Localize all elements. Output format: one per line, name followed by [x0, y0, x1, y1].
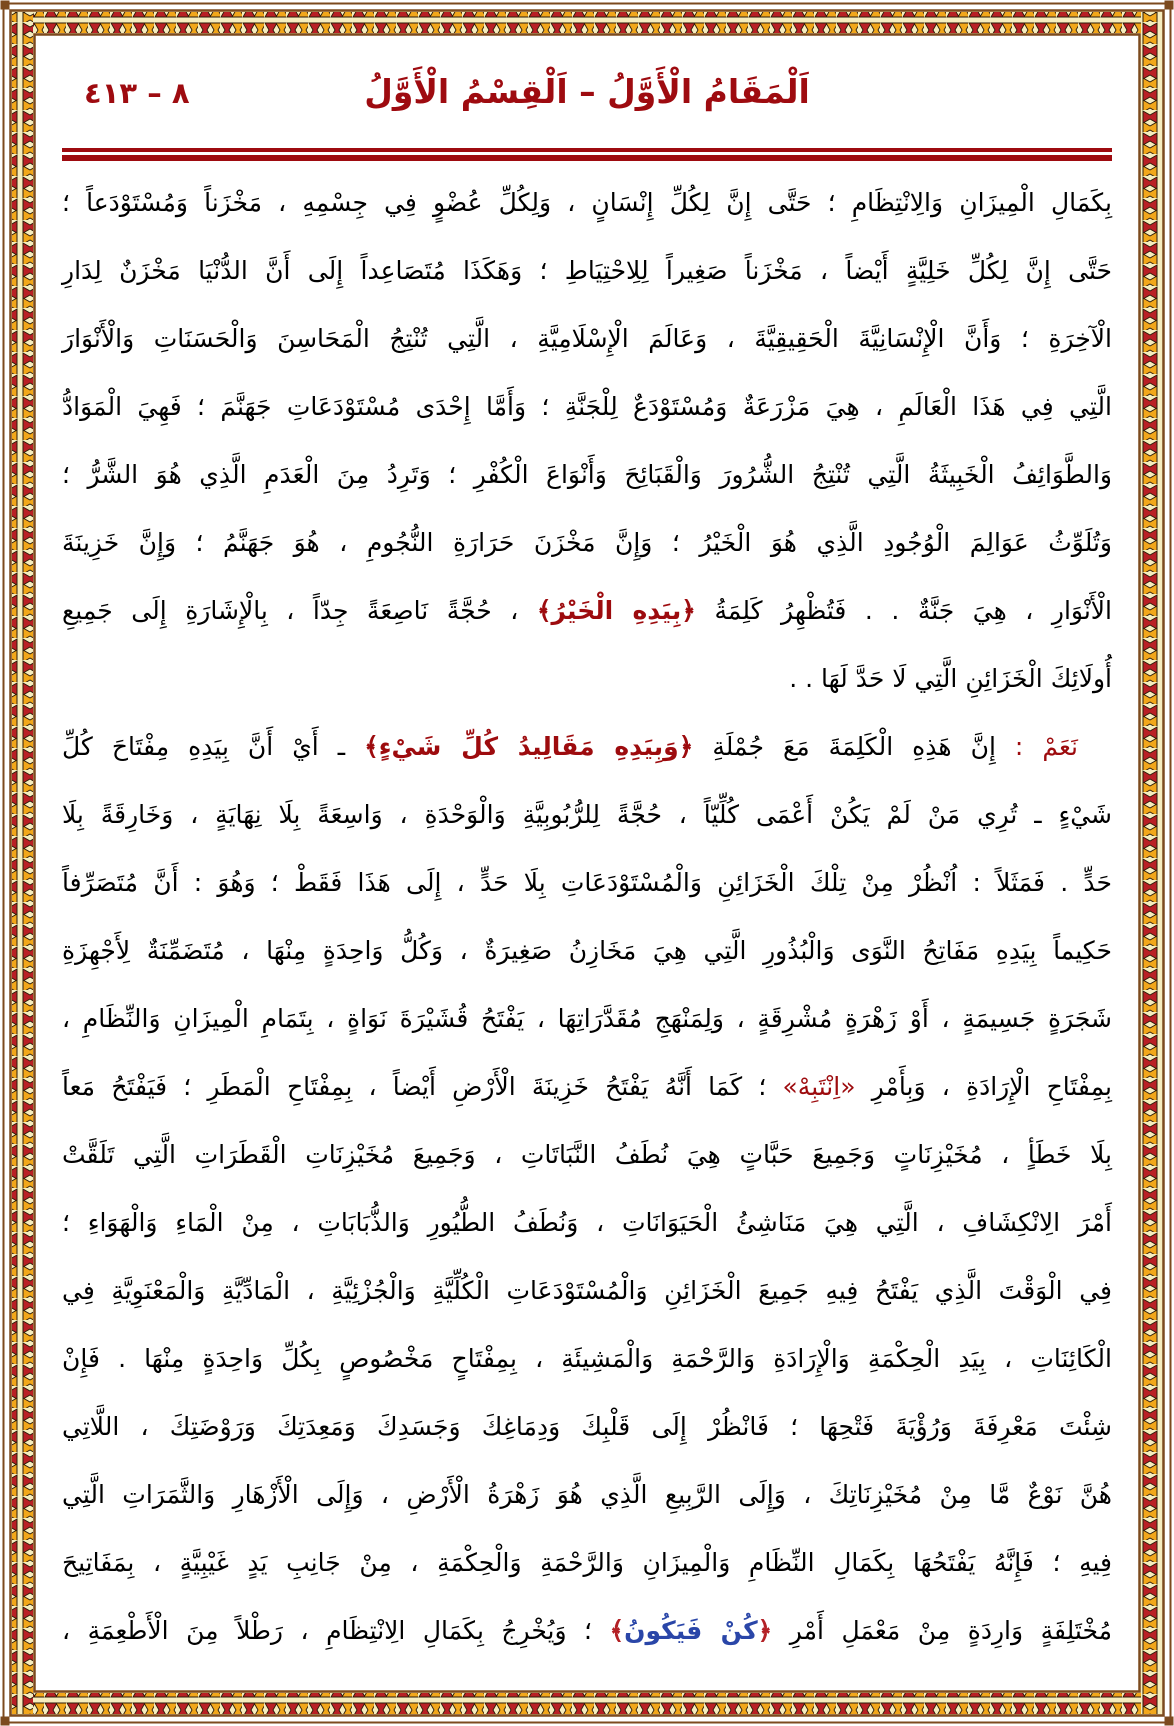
text-segment: هُنَّ نَوْعٌ مَّا مِنْ مُخَيْزِنَاتِكَ ، وَإِلَى الرَّبِيعِ الَّذِي هُوَ زَهْرَةُ الْأَرْضِ ، وَإِلَى الْأَزْهَارِ وَالثَّمَرَاتِ الَّتِي [62, 1480, 1112, 1509]
text-line-8 [62, 645, 1112, 713]
text-segment: وَالطَّوَائِفُ الْخَبِيثَةُ الَّتِي تُنْتِجُ الشُّرُورَ وَالْقَبَائِحَ وَأَنْوَاعَ الْكُفْرِ ؛ وَتَرِدُ مِنَ الْعَدَمِ الَّذِي هُوَ الشَّرُّ ؛ [62, 460, 1112, 489]
text-segment: إِنَّ هَذِهِ الْكَلِمَةَ مَعَ جُمْلَةِ [693, 732, 996, 761]
text-segment: بِمِفْتَاحِ الْإِرَادَةِ ، وَبِأَمْرِ [855, 1072, 1112, 1101]
text-line-2 [62, 237, 1112, 305]
text-segment: ـ أَيْ أَنَّ بِيَدِهِ مِفْتَاحَ كُلِّ [62, 732, 365, 761]
text-line-12 [62, 917, 1112, 985]
text-segment: الْأَنْوَارِ ، هِيَ جَنَّةٌ . . فَتُظْهِرُ كَلِمَةُ [695, 596, 1112, 625]
text-segment: أُولَائِكَ الْخَزَائِنِ الَّتِي لَا حَدَّ لَهَا . . [789, 664, 1112, 693]
text-segment: ؛ وَيُخْرِجُ بِكَمَالِ الِانْتِظَامِ ، رَطْلاً مِنَ الْأَطْعِمَةِ ، [62, 1616, 610, 1645]
text-line-1 [62, 169, 1112, 237]
quran-quote: ﴿بِيَدِهِ الْخَيْرُ﴾ [536, 596, 696, 625]
quran-quote: ﴿وَبِيَدِهِ مَقَالِيدُ كُلِّ شَيْءٍ﴾ [364, 732, 694, 761]
quran-quote: كُنْ فَيَكُونُ [624, 1616, 758, 1645]
text-segment: بِلَا خَطَأٍ ، مُخَيْزِنَاتٍ وَجَمِيعَ حَبَّاتٍ هِيَ نُطَفُ النَّبَاتَاتِ ، وَجَمِيعَ مُخَيْزِنَاتِ الْقَطَرَاتِ الَّتِي تَلَقَّتْ [62, 1140, 1112, 1169]
page-number: ٨ – ٤١٣ [84, 76, 190, 110]
text-segment: فِيهِ ؛ فَإِنَّهُ يَفْتَحُهَا بِكَمَالِ النِّظَامِ وَالْمِيزَانِ وَالرَّحْمَةِ وَالْحِكْمَةِ ، مِنْ جَانِبِ يَدٍ غَيْبِيَّةٍ ، بِمَفَاتِيحَ [62, 1548, 1112, 1577]
text-line-17 [62, 1257, 1112, 1325]
header-divider-rule [62, 148, 1112, 161]
page-header [62, 60, 1112, 148]
text-line-15 [62, 1121, 1112, 1189]
text-segment: ، حُجَّةً نَاصِعَةً جِدّاً ، بِالْإِشَارَةِ إِلَى جَمِيعِ [62, 596, 537, 625]
text-line-6 [62, 509, 1112, 577]
text-segment: بِكَمَالِ الْمِيزَانِ وَالِانْتِظَامِ ؛ حَتَّى إِنَّ لِكُلِّ إِنْسَانٍ ، وَلِكُلِّ عُضْوٍ فِي جِسْمِهِ ، مَخْزَناً وَمُسْتَوْدَعاً ؛ [62, 188, 1112, 217]
text-segment: الْكَائِنَاتِ ، بِيَدِ الْحِكْمَةِ وَالْإِرَادَةِ وَالرَّحْمَةِ وَالْمَشِيئَةِ ، بِمِفْتَاحٍ مَخْصُوصٍ بِكُلِّ وَاحِدَةٍ مِنْهَا . فَإِنْ [62, 1344, 1112, 1373]
text-segment: الَّتِي فِي هَذَا الْعَالَمِ ، هِيَ مَزْرَعَةٌ وَمُسْتَوْدَعٌ لِلْجَنَّةِ ؛ وَأَمَّا إِحْدَى مُسْتَوْدَعَاتِ جَهَنَّمَ ؛ فَهِيَ الْمَوَادُّ [62, 392, 1112, 421]
quran-bracket: ﴿ [757, 1616, 773, 1645]
text-segment: ؛ كَمَا أَنَّهُ يَفْتَحُ خَزِينَةَ الْأَرْضِ أَيْضاً ، بِمِفْتَاحِ الْمَطَرِ ؛ فَيَفْتَحُ مَعاً [62, 1072, 783, 1101]
text-segment: حَكِيماً بِيَدِهِ مَفَاتِحُ النَّوَى وَالْبُذُورِ الَّتِي هِيَ مَخَازِنُ صَغِيرَةٌ ، وَكُلُّ وَاحِدَةٍ مِنْهَا ، مُتَضَمِّنَةٌ لِأَجْهِزَةِ [62, 936, 1112, 965]
text-line-14 [62, 1053, 1112, 1121]
red-emphasis: نَعَمْ : [995, 732, 1078, 761]
text-line-4 [62, 373, 1112, 441]
text-segment: حَدٍّ . فَمَثَلاً : اُنْظُرْ مِنْ تِلْكَ الْخَزَائِنِ وَالْمُسْتَوْدَعَاتِ بِلَا حَدٍّ ، إِلَى هَذَا فَقَطْ ؛ وَهُوَ : أَنَّ مُتَصَرِّفاً [62, 868, 1112, 897]
text-segment: أَمْرَ الِانْكِشَافِ ، الَّتِي هِيَ مَنَاشِئُ الْحَيَوَانَاتِ ، وَنُطَفُ الطُّيُورِ وَالذُّبَابَاتِ ، مِنْ الْمَاءِ وَالْهَوَاءِ ؛ [62, 1208, 1112, 1237]
quran-bracket: ﴾ [609, 1616, 625, 1645]
text-segment: حَتَّى إِنَّ لِكُلِّ خَلِيَّةٍ أَيْضاً ، مَخْزَناً صَغِيراً لِلِاحْتِيَاطِ ؛ وَهَكَذَا مُتَصَاعِداً إِلَى أَنَّ الدُّنْيَا مَخْزَنٌ لِدَارِ [62, 256, 1112, 285]
red-emphasis: «اِنْتَبِهْ» [782, 1072, 856, 1101]
text-line-21 [62, 1529, 1112, 1597]
text-line-3 [62, 305, 1112, 373]
text-line-10 [62, 781, 1112, 849]
text-line-13 [62, 985, 1112, 1053]
page-title: اَلْمَقَامُ الْأَوَّلُ – اَلْقِسْمُ الْأَوَّلُ [364, 72, 810, 111]
text-line-5 [62, 441, 1112, 509]
text-segment: الْآخِرَةِ ؛ وَأَنَّ الْإِنْسَانِيَّةَ الْحَقِيقِيَّةَ ، وَعَالَمَ الْإِسْلَامِيَّةِ ، الَّتِي تُنْتِجُ الْمَحَاسِنَ وَالْحَسَنَاتِ وَالْأَنْوَارَ [62, 324, 1112, 353]
text-line-11 [62, 849, 1112, 917]
text-line-18 [62, 1325, 1112, 1393]
text-line-16 [62, 1189, 1112, 1257]
text-line-20 [62, 1461, 1112, 1529]
text-segment: مُخْتَلِفَةٍ وَارِدَةٍ مِنْ مَعْمَلِ أَمْرِ [772, 1616, 1112, 1645]
text-segment: شَيْءٍ ـ تُرِي مَنْ لَمْ يَكُنْ أَعْمَى كُلِّيّاً ، حُجَّةً لِلرُّبُوبِيَّةِ وَالْوَحْدَةِ ، وَاسِعَةً بِلَا نِهَايَةٍ ، وَخَارِقَةً بِلَا [62, 800, 1112, 829]
text-line-7 [62, 577, 1112, 645]
body-text [62, 169, 1112, 1665]
page-content [62, 60, 1112, 1665]
text-line-19 [62, 1393, 1112, 1461]
text-segment: فِي الْوَقْتَ الَّذِي يَفْتَحُ فِيهِ جَمِيعَ الْخَزَائِنِ وَالْمُسْتَوْدَعَاتِ الْكُلِّيَّةِ وَالْجُزْئِيَّةِ ، الْمَادِّيَّةِ وَالْمَعْنَوِيَّةِ فِي [62, 1276, 1112, 1305]
text-line-9 [62, 713, 1112, 781]
text-segment: شَجَرَةٍ جَسِيمَةٍ ، أَوْ زَهْرَةٍ مُشْرِقَةٍ ، وَلِمَنْهَجِ مُقَدَّرَاتِهَا ، يَفْتَحُ قُشَيْرَةَ نَوَاةٍ ، بِتَمَامِ الْمِيزَانِ وَالنِّظَامِ ، [62, 1004, 1112, 1033]
text-segment: وَتُلَوِّثُ عَوَالِمَ الْوُجُودِ الَّذِي هُوَ الْخَيْرُ ؛ وَإِنَّ مَخْزَنَ حَرَارَةِ النُّجُومِ ، هُوَ جَهَنَّمُ ؛ وَإِنَّ خَزِينَةَ [62, 528, 1112, 557]
text-segment: شِئْتَ مَعْرِفَةَ وَرُؤْيَةَ فَتْحِهَا ؛ فَانْظُرْ إِلَى قَلْبِكَ وَدِمَاغِكَ وَجَسَدِكَ وَمَعِدَتِكَ وَرَوْضَتِكَ ، اللَّاتِي [62, 1412, 1112, 1441]
text-line-22 [62, 1597, 1112, 1665]
